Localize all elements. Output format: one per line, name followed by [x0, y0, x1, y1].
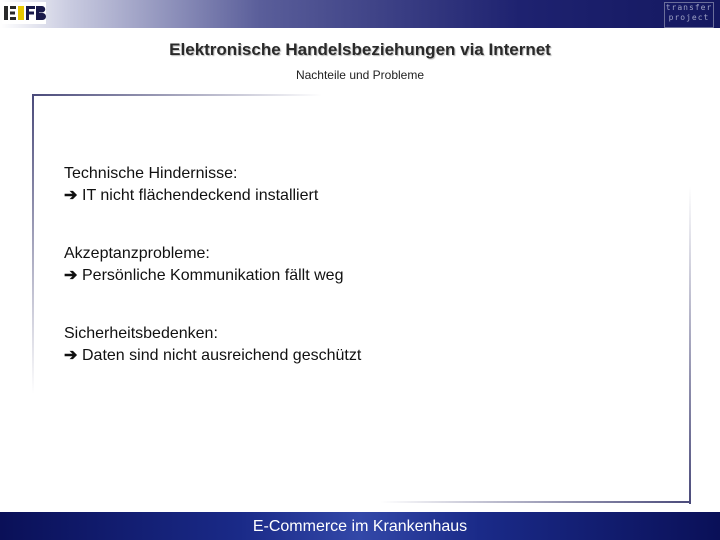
frame-line-right — [689, 186, 691, 504]
point-detail-row — [64, 265, 664, 287]
point-detail-row — [64, 345, 664, 367]
slide-subtitle: Nachteile und Probleme — [295, 68, 425, 82]
logo-line-1: transfer — [665, 3, 713, 12]
frame-line-top — [32, 94, 322, 96]
slide-title: Elektronische Handelsbeziehungen via Internet — [169, 40, 551, 59]
point-title: Sicherheitsbedenken: — [64, 325, 218, 342]
footer-text: E-Commerce im Krankenhaus — [252, 518, 468, 535]
logo-line-2: project — [668, 13, 710, 22]
efb-logo-icon — [2, 2, 46, 24]
frame-line-bottom — [380, 501, 691, 503]
frame-line-left — [32, 94, 34, 394]
list-item — [64, 163, 664, 207]
point-detail: IT nicht flächendeckend installiert — [82, 187, 319, 204]
right-arrow-icon: ➔ — [64, 347, 78, 364]
list-item — [64, 243, 664, 287]
right-arrow-icon: ➔ — [64, 267, 78, 284]
point-title: Technische Hindernisse: — [64, 165, 238, 182]
right-arrow-icon: ➔ — [64, 187, 78, 204]
point-detail: Daten sind nicht ausreichend geschützt — [82, 347, 362, 364]
slide-content — [64, 163, 664, 403]
transfer-project-logo — [664, 2, 714, 28]
header-bar — [0, 0, 720, 28]
list-item — [64, 323, 664, 367]
point-title: Akzeptanzprobleme: — [64, 245, 210, 262]
point-detail-row — [64, 185, 664, 207]
footer-bar — [0, 512, 720, 540]
point-detail: Persönliche Kommunikation fällt weg — [82, 267, 344, 284]
